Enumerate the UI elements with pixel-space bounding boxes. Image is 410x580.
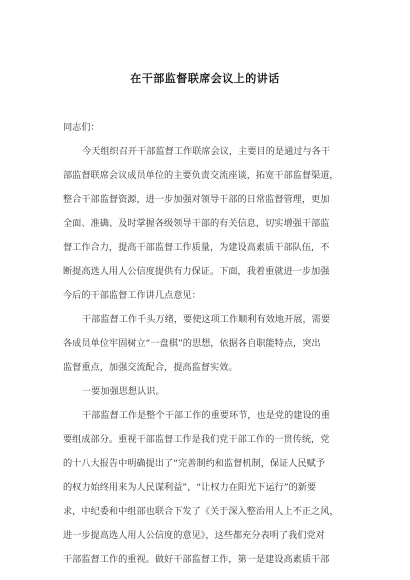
paragraph-line: 部监督联席会议成员单位的主要负责交流座谈，拓宽干部监督渠道， [63, 170, 339, 181]
paragraph-line: 的十八大报告中明确提出了“完善制约和监督机制，保证人民赋予 [63, 458, 326, 469]
paragraph-line: 同志们： [63, 122, 100, 133]
paragraph-line: 整合干部监督资源，进一步加强对领导干部的日常监督管理，更加 [63, 194, 330, 205]
paragraph-line: 断提高选人用人公信度提供有力保证。下面，我着重就进一步加强 [63, 266, 330, 277]
paragraph-line: 全面、准确、及时掌握各级领导干部的有关信息，切实增强干部监 [63, 218, 330, 229]
paragraph-line: 干部监督工作是整个干部工作的重要环节，也是党的建设的重 [82, 410, 331, 421]
paragraph-line: 监督重点，加强交流配合，提高监督实效。 [63, 362, 238, 373]
paragraph-line: 各成员单位牢固树立“一盘棋”的思想，依据各自职能特点，突出 [63, 338, 321, 349]
paragraph-line: 督工作合力，提高干部监督工作质量，为建设高素质干部队伍，不 [63, 242, 330, 253]
paragraph-line: 一要加强思想认识。 [82, 386, 165, 397]
paragraph-line: 求，中纪委和中组部也联合下发了《关于深入整治用人上不正之风， [63, 506, 339, 517]
paragraph-line: 今后的干部监督工作讲几点意见： [63, 290, 201, 301]
paragraph-line: 干部监督工作千头万绪，要使这项工作顺利有效地开展，需要 [82, 314, 331, 325]
paragraph-line: 的权力始终用来为人民谋利益”，“让权力在阳光下运行”的新要 [63, 482, 317, 493]
paragraph-line: 进一步提高选人用人公信度的意见》，这些都充分表明了我们党对 [63, 530, 325, 541]
paragraph-line: 今天组织召开干部监督工作联席会议，主要目的是通过与各干 [82, 146, 331, 157]
document-title: 在干部监督联席会议上的讲话 [130, 72, 280, 85]
paragraph-line: 要组成部分。重视干部监督工作是我们党干部工作的一贯传统，党 [63, 434, 330, 445]
paragraph-line: 干部监督工作的重视。做好干部监督工作，第一是建设高素质干部 [63, 554, 330, 565]
